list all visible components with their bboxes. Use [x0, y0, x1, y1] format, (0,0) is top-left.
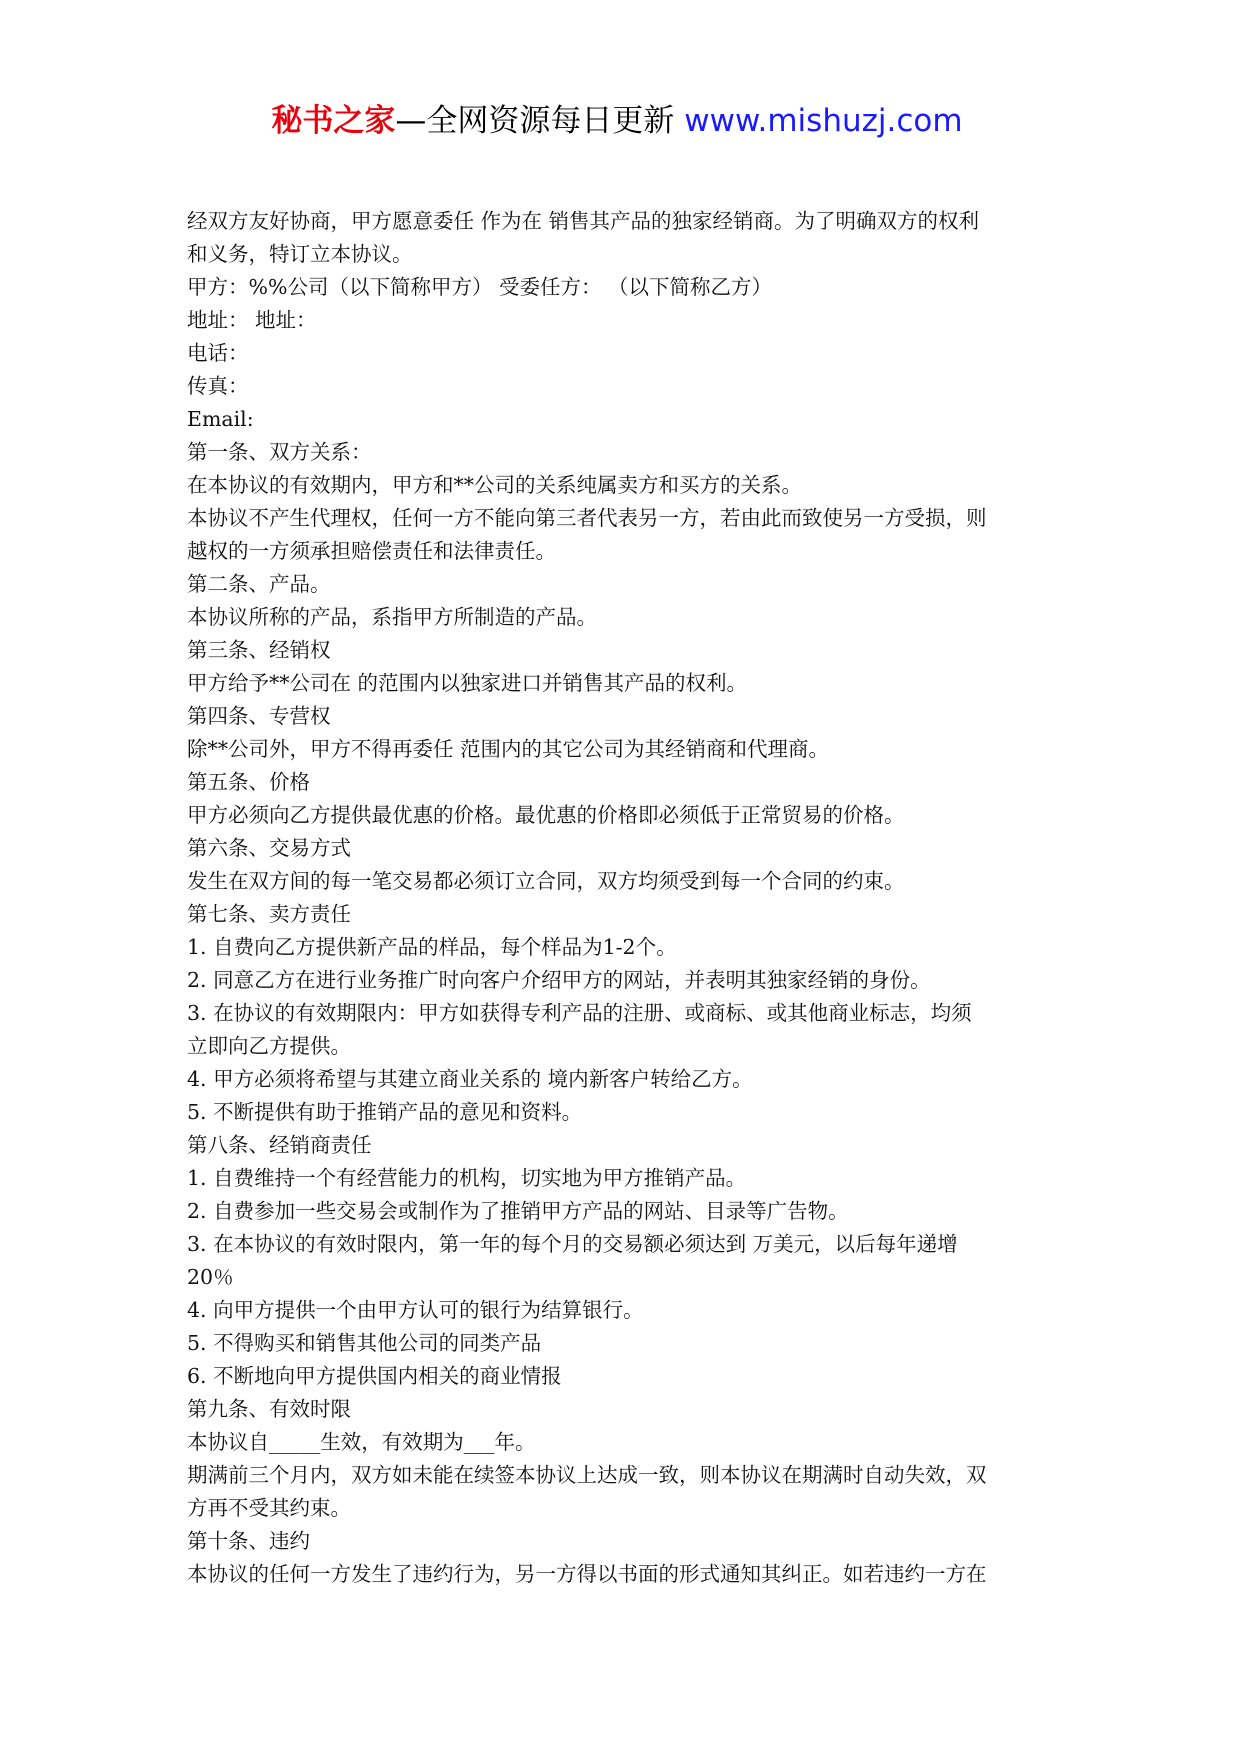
text-line: 第三条、经销权	[187, 638, 331, 662]
document-body	[187, 205, 1049, 1591]
text-line: 在本协议的有效期内，甲方和**公司的关系纯属卖方和买方的关系。	[187, 473, 802, 497]
text-line: 3. 在本协议的有效时限内，第一年的每个月的交易额必须达到 万美元，以后每年递增	[187, 1232, 958, 1256]
text-line: 经双方友好协商，甲方愿意委任 作为在 销售其产品的独家经销商。为了明确双方的权利	[187, 209, 980, 233]
text-line: 除**公司外，甲方不得再委任 范围内的其它公司为其经销商和代理商。	[187, 737, 830, 761]
text-line: 第四条、专营权	[187, 704, 331, 728]
text-line: 3. 在协议的有效期限内：甲方如获得专利产品的注册、或商标、或其他商业标志，均须	[187, 1001, 972, 1025]
text-line: 第二条、产品。	[187, 572, 331, 596]
text-line: 和义务，特订立本协议。	[187, 242, 413, 266]
text-line: 甲方必须向乙方提供最优惠的价格。最优惠的价格即必须低于正常贸易的价格。	[187, 803, 905, 827]
header-slogan: —全网资源每日更新	[395, 103, 685, 139]
text-line: 5. 不得购买和销售其他公司的同类产品	[187, 1331, 542, 1355]
brand-name: 秘书之家	[271, 103, 396, 139]
text-line: 5. 不断提供有助于推销产品的意见和资料。	[187, 1100, 583, 1124]
text-line: 立即向乙方提供。	[187, 1034, 351, 1058]
text-line: 第五条、价格	[187, 770, 310, 794]
text-line: 1. 自费向乙方提供新产品的样品，每个样品为1-2个。	[187, 935, 677, 959]
text-line: 1. 自费维持一个有经营能力的机构，切实地为甲方推销产品。	[187, 1166, 747, 1190]
text-line: 甲方：%%公司（以下简称甲方） 受委任方： （以下简称乙方）	[187, 275, 772, 299]
text-line: 2. 同意乙方在进行业务推广时向客户介绍甲方的网站，并表明其独家经销的身份。	[187, 968, 931, 992]
text-line: 第九条、有效时限	[187, 1397, 351, 1421]
text-line: 第十条、违约	[187, 1529, 310, 1553]
website-link[interactable]: www.mishuzj.com	[684, 103, 963, 139]
text-line: 本协议的任何一方发生了违约行为，另一方得以书面的形式通知其纠正。如若违约一方在	[187, 1562, 987, 1586]
text-line: 传真：	[187, 374, 249, 398]
text-line: 第一条、双方关系：	[187, 440, 372, 464]
text-line: 第八条、经销商责任	[187, 1133, 372, 1157]
text-line: 方再不受其约束。	[187, 1496, 351, 1520]
text-line: 本协议不产生代理权，任何一方不能向第三者代表另一方，若由此而致使另一方受损，则	[187, 506, 987, 530]
text-line: 期满前三个月内，双方如未能在续签本协议上达成一致，则本协议在期满时自动失效，双	[187, 1463, 987, 1487]
text-line: 20％	[187, 1265, 234, 1289]
text-line: 甲方给予**公司在 的范围内以独家进口并销售其产品的权利。	[187, 671, 748, 695]
text-line: 发生在双方间的每一笔交易都必须订立合同，双方均须受到每一个合同的约束。	[187, 869, 905, 893]
text-line: 4. 甲方必须将希望与其建立商业关系的 境内新客户转给乙方。	[187, 1067, 753, 1091]
text-line: 本协议自_____生效，有效期为___年。	[187, 1430, 536, 1454]
page-header	[0, 100, 1234, 142]
text-line: 第六条、交易方式	[187, 836, 351, 860]
text-line: 4. 向甲方提供一个由甲方认可的银行为结算银行。	[187, 1298, 644, 1322]
text-line: 本协议所称的产品，系指甲方所制造的产品。	[187, 605, 597, 629]
text-line: 第七条、卖方责任	[187, 902, 351, 926]
text-line: 越权的一方须承担赔偿责任和法律责任。	[187, 539, 556, 563]
text-line: 6. 不断地向甲方提供国内相关的商业情报	[187, 1364, 562, 1388]
text-line: Email:	[187, 407, 254, 431]
text-line: 地址： 地址：	[187, 308, 317, 332]
text-line: 2. 自费参加一些交易会或制作为了推销甲方产品的网站、目录等广告物。	[187, 1199, 849, 1223]
text-line: 电话：	[187, 341, 249, 365]
